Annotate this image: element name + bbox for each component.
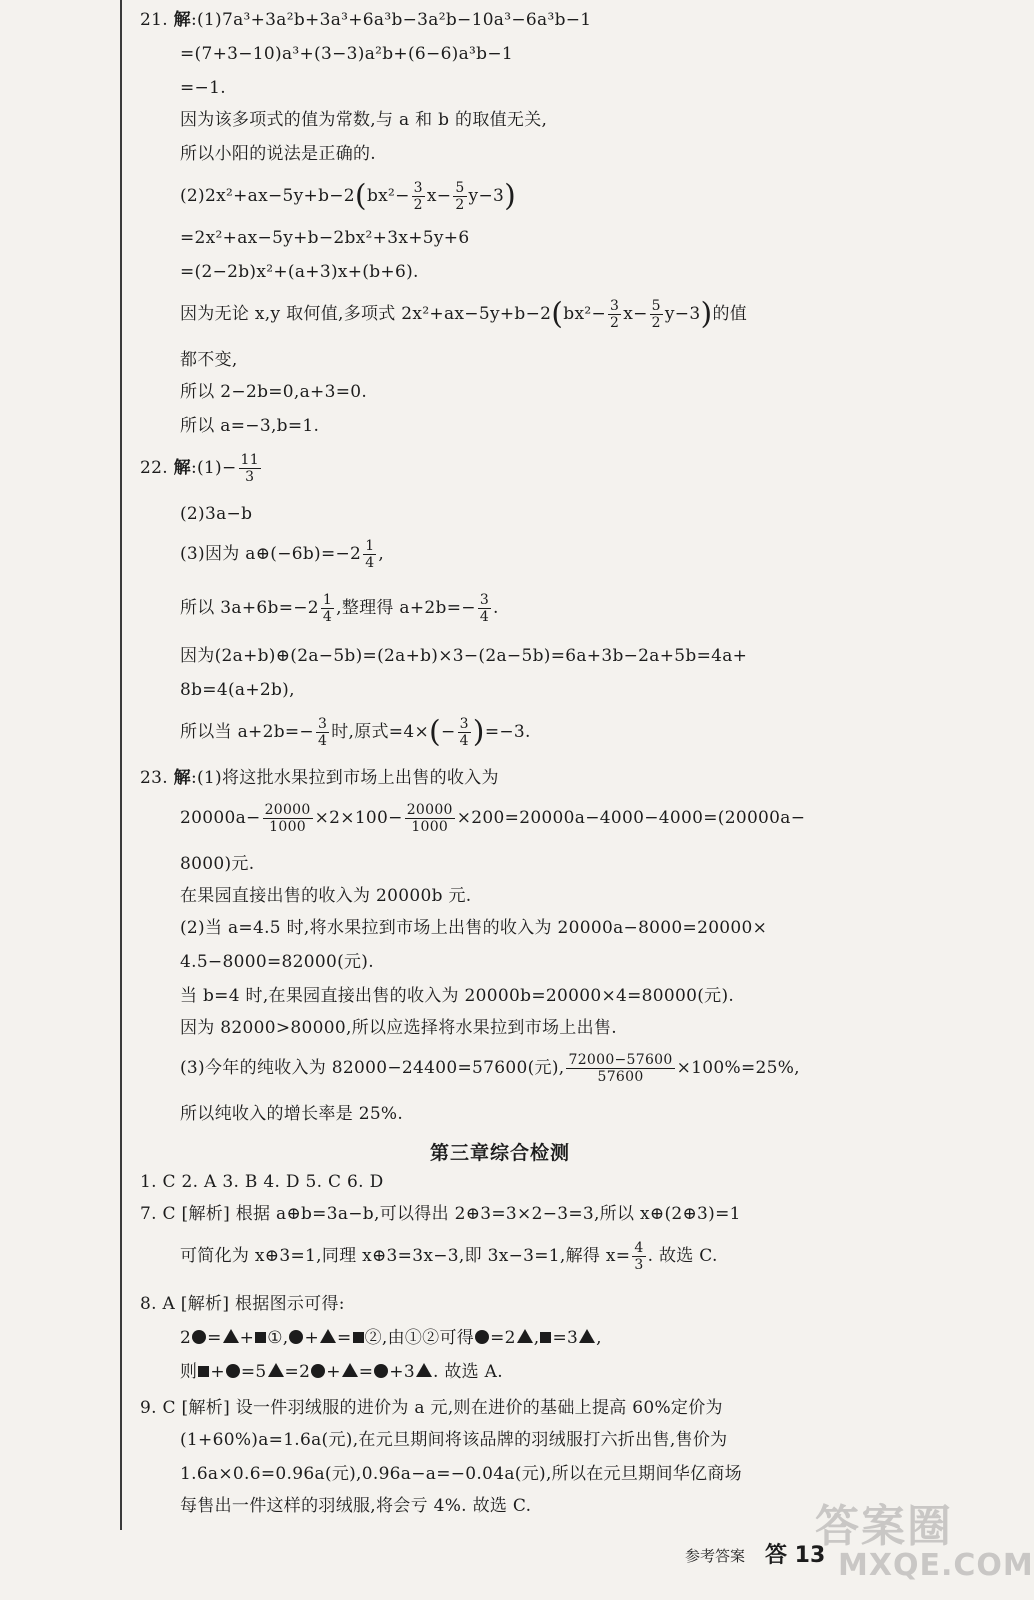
c9-line-4: 每售出一件这样的羽绒服,将会亏 4%. 故选 C. — [180, 1496, 532, 1516]
q21-line-10: 都不变, — [180, 350, 238, 370]
c9-line-1: 9. C [解析] 设一件羽绒服的进价为 a 元,则在进价的基础上提高 60%定价为 — [140, 1398, 723, 1418]
q22-line-2: (2)3a−b — [180, 504, 253, 524]
fraction: $\frac{4}{3}$ — [634, 1240, 644, 1273]
q21-line-5: 所以小阳的说法是正确的. — [180, 144, 377, 164]
fraction: $\frac{20000}{1000}$ — [406, 802, 453, 835]
triangle-icon — [517, 1329, 533, 1343]
triangle-icon — [268, 1363, 284, 1377]
q22-line-5: 因为(2a+b)⊕(2a−5b)=(2a+b)×3−(2a−5b)=6a+3b−2a+5b=4a+ — [180, 646, 748, 666]
q21-line-4: 因为该多项式的值为常数,与 a 和 b 的取值无关, — [180, 110, 548, 130]
watermark-url: MXQE.COM — [838, 1548, 1034, 1583]
margin-line — [120, 0, 122, 1530]
fraction: $\frac{1}{4}$ — [365, 538, 375, 571]
c8-line-2: 2 = + ①, + = ②,由①②可得 =2 , =3 , — [180, 1328, 602, 1348]
q23-line-2: 20000a− $\frac{20000}{1000}$ ×2×100− $\frac{20000}{1000}$ ×200=20000a−4000−4000=(20000a− — [180, 802, 806, 835]
q23-line-6: 4.5−8000=82000(元). — [180, 952, 374, 972]
watermark-logo: 答案圈 — [815, 1501, 953, 1552]
q22-line-7: 所以当 a+2b=− $\frac{3}{4}$ 时,原式=4×(− $\frac{3}{4}$ )=−3. — [180, 714, 531, 750]
footer-label: 参考答案 — [685, 1547, 746, 1565]
square-icon — [198, 1366, 209, 1377]
q21-line-8: =(2−2b)x²+(a+3)x+(b+6). — [180, 262, 419, 282]
fraction: $\frac{3}{2}$ — [610, 298, 620, 331]
circle-icon — [192, 1330, 206, 1344]
choice-answers-1-6: 1. C 2. A 3. B 4. D 5. C 6. D — [140, 1172, 384, 1192]
fraction: $\frac{1}{4}$ — [322, 592, 333, 625]
c7-line-2: 可简化为 x⊕3=1,同理 x⊕3=3x−3,即 3x−3=1,解得 x= $\frac{4}{3}$ . 故选 C. — [180, 1240, 718, 1273]
q23-line-1: 23. 解:(1)将这批水果拉到市场上出售的收入为 — [140, 768, 499, 788]
fraction: $\frac{3}{4}$ — [479, 592, 490, 625]
square-icon — [255, 1332, 266, 1343]
q21-line-11: 所以 2−2b=0,a+3=0. — [180, 382, 368, 402]
triangle-icon — [320, 1329, 336, 1343]
q23-line-4: 在果园直接出售的收入为 20000b 元. — [180, 886, 472, 906]
fraction: $\frac{20000}{1000}$ — [264, 802, 311, 835]
q23-line-9: (3)今年的纯收入为 82000−24400=57600(元), $\frac{72000-57600}{57600}$ ×100%=25%, — [180, 1052, 800, 1085]
q21-line-2: =(7+3−10)a³+(3−3)a²b+(6−6)a³b−1 — [180, 44, 514, 64]
fraction: $\frac{5}{2}$ — [651, 298, 661, 331]
fraction: $\frac{3}{4}$ — [459, 716, 469, 749]
triangle-icon — [416, 1363, 432, 1377]
q21-line-1: 21. 解:(1)7a³+3a²b+3a³+6a³b−3a²b−10a³−6a³b−1 — [140, 10, 592, 30]
fraction: $\frac{72000-57600}{57600}$ — [568, 1052, 673, 1085]
circle-icon — [311, 1364, 325, 1378]
fraction: $\frac{3}{4}$ — [317, 716, 328, 749]
c7-line-1: 7. C [解析] 根据 a⊕b=3a−b,可以得出 2⊕3=3×2−3=3,所以 x⊕(2⊕3)=1 — [140, 1204, 741, 1224]
q21-line-3: =−1. — [180, 78, 226, 98]
triangle-icon — [579, 1329, 595, 1343]
square-icon — [353, 1332, 364, 1343]
page-number: 答 13 — [765, 1543, 826, 1568]
q21-line-7: =2x²+ax−5y+b−2bx²+3x+5y+6 — [180, 228, 470, 248]
q23-line-5: (2)当 a=4.5 时,将水果拉到市场上出售的收入为 20000a−8000=20000× — [180, 918, 768, 938]
circle-icon — [475, 1330, 489, 1344]
q23-line-7: 当 b=4 时,在果园直接出售的收入为 20000b=20000×4=80000(元). — [180, 986, 735, 1006]
circle-icon — [374, 1364, 388, 1378]
c9-line-2: (1+60%)a=1.6a(元),在元旦期间将该品牌的羽绒服打六折出售,售价为 — [180, 1430, 728, 1450]
q23-line-3: 8000)元. — [180, 854, 255, 874]
fraction: $\frac{3}{2}$ — [413, 180, 423, 213]
q22-line-6: 8b=4(a+2b), — [180, 680, 295, 700]
triangle-icon — [342, 1363, 358, 1377]
fraction: $\frac{11}{3}$ — [240, 452, 259, 485]
q23-line-8: 因为 82000>80000,所以应选择将水果拉到市场上出售. — [180, 1018, 617, 1038]
q22-line-4: 所以 3a+6b=−2 $\frac{1}{4}$ ,整理得 a+2b=− $\frac{3}{4}$ . — [180, 592, 499, 625]
c8-line-1: 8. A [解析] 根据图示可得: — [140, 1294, 345, 1314]
q21-line-9: 因为无论 x,y 取何值,多项式 2x²+ax−5y+b−2(bx²− $\frac{3}{2}$ x− $\frac{5}{2}$ y−3)的值 — [180, 296, 748, 332]
square-icon — [540, 1332, 551, 1343]
circle-icon — [226, 1364, 240, 1378]
q22-line-3: (3)因为 a⊕(−6b)=−2 $\frac{1}{4}$ , — [180, 538, 385, 571]
triangle-icon — [223, 1329, 239, 1343]
q21-line-6: (2)2x²+ax−5y+b−2(bx²− $\frac{3}{2}$ x− $\frac{5}{2}$ y−3) — [180, 178, 517, 214]
chapter-heading: 第三章综合检测 — [429, 1142, 570, 1164]
circle-icon — [289, 1330, 303, 1344]
c8-line-3: 则 + =5 =2 + = +3 . 故选 A. — [180, 1362, 503, 1382]
q23-line-10: 所以纯收入的增长率是 25%. — [180, 1104, 404, 1124]
fraction: $\frac{5}{2}$ — [455, 180, 465, 213]
q21-line-12: 所以 a=−3,b=1. — [180, 416, 320, 436]
c9-line-3: 1.6a×0.6=0.96a(元),0.96a−a=−0.04a(元),所以在元旦期间华亿商场 — [180, 1464, 742, 1484]
q22-line-1: 22. 解:(1)− $\frac{11}{3}$ — [140, 452, 259, 485]
